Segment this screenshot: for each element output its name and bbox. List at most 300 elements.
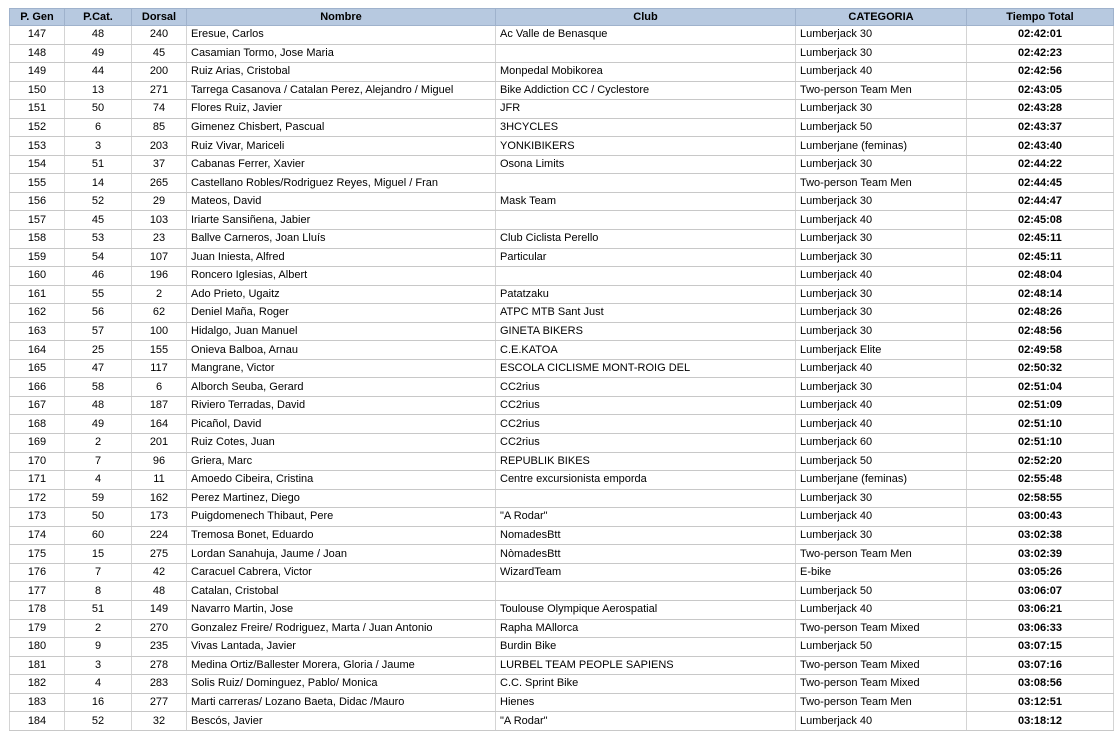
cell-categoria: Two-person Team Men	[796, 693, 967, 712]
cell-nombre: Marti carreras/ Lozano Baeta, Didac /Mauro	[187, 693, 496, 712]
results-table	[9, 8, 1114, 731]
cell-club	[496, 582, 796, 601]
header-club: Club	[496, 9, 796, 26]
cell-nombre: Navarro Martin, Jose	[187, 600, 496, 619]
cell-tiempo-total: 02:44:47	[967, 192, 1114, 211]
cell-tiempo-total: 02:48:26	[967, 304, 1114, 323]
cell-dorsal: 278	[132, 656, 187, 675]
cell-p-cat: 50	[65, 100, 132, 119]
table-row	[10, 322, 1114, 341]
table-row	[10, 526, 1114, 545]
table-row	[10, 26, 1114, 45]
cell-p-gen: 180	[10, 638, 65, 657]
cell-nombre: Ballve Carneros, Joan Lluís	[187, 230, 496, 249]
header-p-gen: P. Gen	[10, 9, 65, 26]
cell-nombre: Bescós, Javier	[187, 712, 496, 731]
cell-p-cat: 49	[65, 415, 132, 434]
cell-dorsal: 6	[132, 378, 187, 397]
cell-nombre: Tremosa Bonet, Eduardo	[187, 526, 496, 545]
cell-tiempo-total: 02:42:01	[967, 26, 1114, 45]
cell-tiempo-total: 03:12:51	[967, 693, 1114, 712]
cell-categoria: Lumberjack 30	[796, 489, 967, 508]
table-row	[10, 712, 1114, 731]
cell-p-gen: 155	[10, 174, 65, 193]
cell-dorsal: 196	[132, 267, 187, 286]
cell-p-cat: 3	[65, 656, 132, 675]
cell-p-cat: 25	[65, 341, 132, 360]
cell-categoria: Lumberjane (feminas)	[796, 471, 967, 490]
cell-nombre: Onieva Balboa, Arnau	[187, 341, 496, 360]
cell-p-gen: 157	[10, 211, 65, 230]
cell-p-gen: 184	[10, 712, 65, 731]
cell-p-gen: 148	[10, 44, 65, 63]
cell-tiempo-total: 03:00:43	[967, 508, 1114, 527]
cell-nombre: Riviero Terradas, David	[187, 396, 496, 415]
cell-dorsal: 270	[132, 619, 187, 638]
cell-club	[496, 489, 796, 508]
table-row	[10, 471, 1114, 490]
cell-p-cat: 13	[65, 81, 132, 100]
table-row	[10, 100, 1114, 119]
cell-dorsal: 45	[132, 44, 187, 63]
cell-tiempo-total: 02:58:55	[967, 489, 1114, 508]
cell-categoria: Lumberjack 30	[796, 155, 967, 174]
cell-p-gen: 154	[10, 155, 65, 174]
cell-club	[496, 211, 796, 230]
table-row	[10, 434, 1114, 453]
cell-tiempo-total: 03:07:16	[967, 656, 1114, 675]
cell-p-cat: 16	[65, 693, 132, 712]
table-row	[10, 174, 1114, 193]
cell-p-cat: 48	[65, 396, 132, 415]
cell-nombre: Perez Martinez, Diego	[187, 489, 496, 508]
cell-nombre: Cabanas Ferrer, Xavier	[187, 155, 496, 174]
cell-nombre: Iriarte Sansiñena, Jabier	[187, 211, 496, 230]
cell-p-gen: 162	[10, 304, 65, 323]
header-nombre: Nombre	[187, 9, 496, 26]
cell-p-cat: 7	[65, 452, 132, 471]
cell-tiempo-total: 03:06:21	[967, 600, 1114, 619]
table-row	[10, 675, 1114, 694]
cell-nombre: Puigdomenech Thibaut, Pere	[187, 508, 496, 527]
header-dorsal: Dorsal	[132, 9, 187, 26]
cell-club: GINETA BIKERS	[496, 322, 796, 341]
table-row	[10, 638, 1114, 657]
cell-nombre: Juan Iniesta, Alfred	[187, 248, 496, 267]
cell-categoria: Lumberjack 40	[796, 508, 967, 527]
cell-tiempo-total: 02:51:10	[967, 415, 1114, 434]
cell-p-cat: 45	[65, 211, 132, 230]
cell-tiempo-total: 02:45:11	[967, 230, 1114, 249]
cell-categoria: Lumberjack 30	[796, 304, 967, 323]
table-row	[10, 452, 1114, 471]
cell-club: Monpedal Mobikorea	[496, 63, 796, 82]
cell-club: LURBEL TEAM PEOPLE SAPIENS	[496, 656, 796, 675]
cell-p-gen: 160	[10, 267, 65, 286]
cell-categoria: Lumberjack 40	[796, 712, 967, 731]
cell-nombre: Hidalgo, Juan Manuel	[187, 322, 496, 341]
cell-dorsal: 117	[132, 359, 187, 378]
cell-categoria: Lumberjack 50	[796, 582, 967, 601]
cell-categoria: Lumberjack Elite	[796, 341, 967, 360]
cell-p-cat: 54	[65, 248, 132, 267]
cell-categoria: Lumberjack 40	[796, 359, 967, 378]
cell-club: Osona Limits	[496, 155, 796, 174]
cell-dorsal: 155	[132, 341, 187, 360]
cell-dorsal: 271	[132, 81, 187, 100]
cell-nombre: Picañol, David	[187, 415, 496, 434]
cell-club: Patatzaku	[496, 285, 796, 304]
cell-p-gen: 166	[10, 378, 65, 397]
cell-dorsal: 187	[132, 396, 187, 415]
cell-categoria: Lumberjack 30	[796, 526, 967, 545]
table-row	[10, 248, 1114, 267]
table-row	[10, 359, 1114, 378]
cell-club: NomadesBtt	[496, 526, 796, 545]
cell-p-gen: 168	[10, 415, 65, 434]
cell-dorsal: 103	[132, 211, 187, 230]
cell-p-gen: 171	[10, 471, 65, 490]
cell-nombre: Solis Ruiz/ Dominguez, Pablo/ Monica	[187, 675, 496, 694]
cell-p-gen: 158	[10, 230, 65, 249]
header-tiempo-total: Tiempo Total	[967, 9, 1114, 26]
cell-dorsal: 200	[132, 63, 187, 82]
cell-categoria: Lumberjack 40	[796, 211, 967, 230]
cell-dorsal: 107	[132, 248, 187, 267]
cell-club: Hienes	[496, 693, 796, 712]
cell-tiempo-total: 02:51:10	[967, 434, 1114, 453]
cell-club: Club Ciclista Perello	[496, 230, 796, 249]
cell-categoria: Two-person Team Mixed	[796, 619, 967, 638]
cell-tiempo-total: 02:43:40	[967, 137, 1114, 156]
cell-dorsal: 224	[132, 526, 187, 545]
cell-categoria: Lumberjack 30	[796, 248, 967, 267]
cell-categoria: Lumberjack 50	[796, 638, 967, 657]
cell-p-gen: 183	[10, 693, 65, 712]
cell-categoria: Two-person Team Men	[796, 174, 967, 193]
cell-dorsal: 85	[132, 118, 187, 137]
cell-categoria: Lumberjack 30	[796, 230, 967, 249]
cell-tiempo-total: 02:43:05	[967, 81, 1114, 100]
cell-p-cat: 47	[65, 359, 132, 378]
cell-dorsal: 283	[132, 675, 187, 694]
results-body	[10, 26, 1114, 731]
cell-p-cat: 9	[65, 638, 132, 657]
cell-dorsal: 235	[132, 638, 187, 657]
cell-dorsal: 240	[132, 26, 187, 45]
cell-p-cat: 56	[65, 304, 132, 323]
cell-p-gen: 167	[10, 396, 65, 415]
cell-categoria: Lumberjack 40	[796, 267, 967, 286]
cell-categoria: Lumberjack 30	[796, 44, 967, 63]
cell-club: 3HCYCLES	[496, 118, 796, 137]
cell-dorsal: 277	[132, 693, 187, 712]
cell-club: CC2rius	[496, 434, 796, 453]
cell-p-gen: 181	[10, 656, 65, 675]
cell-p-gen: 173	[10, 508, 65, 527]
cell-p-cat: 15	[65, 545, 132, 564]
header-p-cat: P.Cat.	[65, 9, 132, 26]
cell-p-cat: 48	[65, 26, 132, 45]
cell-tiempo-total: 03:07:15	[967, 638, 1114, 657]
cell-nombre: Eresue, Carlos	[187, 26, 496, 45]
cell-p-gen: 152	[10, 118, 65, 137]
cell-nombre: Gimenez Chisbert, Pascual	[187, 118, 496, 137]
cell-p-cat: 3	[65, 137, 132, 156]
cell-p-cat: 55	[65, 285, 132, 304]
cell-p-gen: 169	[10, 434, 65, 453]
cell-nombre: Catalan, Cristobal	[187, 582, 496, 601]
cell-dorsal: 74	[132, 100, 187, 119]
cell-club: NòmadesBtt	[496, 545, 796, 564]
cell-tiempo-total: 03:02:39	[967, 545, 1114, 564]
cell-nombre: Lordan Sanahuja, Jaume / Joan	[187, 545, 496, 564]
cell-categoria: Two-person Team Mixed	[796, 656, 967, 675]
table-row	[10, 230, 1114, 249]
cell-p-cat: 53	[65, 230, 132, 249]
cell-p-cat: 52	[65, 192, 132, 211]
cell-categoria: Two-person Team Men	[796, 81, 967, 100]
cell-p-gen: 153	[10, 137, 65, 156]
cell-categoria: Lumberjack 40	[796, 600, 967, 619]
cell-p-gen: 151	[10, 100, 65, 119]
header-row	[10, 9, 1114, 26]
table-row	[10, 508, 1114, 527]
cell-dorsal: 275	[132, 545, 187, 564]
cell-categoria: Lumberjack 30	[796, 378, 967, 397]
cell-dorsal: 203	[132, 137, 187, 156]
cell-p-cat: 8	[65, 582, 132, 601]
cell-nombre: Tarrega Casanova / Catalan Perez, Alejandro / Miguel	[187, 81, 496, 100]
cell-categoria: Lumberjack 40	[796, 415, 967, 434]
cell-dorsal: 100	[132, 322, 187, 341]
cell-p-cat: 4	[65, 675, 132, 694]
cell-p-cat: 2	[65, 619, 132, 638]
cell-p-cat: 44	[65, 63, 132, 82]
cell-dorsal: 2	[132, 285, 187, 304]
cell-p-gen: 156	[10, 192, 65, 211]
cell-p-cat: 4	[65, 471, 132, 490]
cell-nombre: Caracuel Cabrera, Victor	[187, 563, 496, 582]
cell-p-cat: 51	[65, 155, 132, 174]
cell-p-gen: 176	[10, 563, 65, 582]
cell-club: ESCOLA CICLISME MONT-ROIG DEL	[496, 359, 796, 378]
cell-dorsal: 23	[132, 230, 187, 249]
cell-p-gen: 165	[10, 359, 65, 378]
table-row	[10, 396, 1114, 415]
cell-nombre: Ruiz Vivar, Mariceli	[187, 137, 496, 156]
cell-tiempo-total: 02:51:04	[967, 378, 1114, 397]
cell-p-cat: 60	[65, 526, 132, 545]
cell-nombre: Deniel Maña, Roger	[187, 304, 496, 323]
cell-club: Ac Valle de Benasque	[496, 26, 796, 45]
cell-dorsal: 37	[132, 155, 187, 174]
cell-categoria: Lumberjack 60	[796, 434, 967, 453]
cell-tiempo-total: 02:43:28	[967, 100, 1114, 119]
cell-club: Mask Team	[496, 192, 796, 211]
cell-categoria: Lumberjack 50	[796, 452, 967, 471]
cell-nombre: Ruiz Arias, Cristobal	[187, 63, 496, 82]
cell-dorsal: 42	[132, 563, 187, 582]
table-row	[10, 155, 1114, 174]
cell-nombre: Griera, Marc	[187, 452, 496, 471]
cell-club: "A Rodar"	[496, 508, 796, 527]
cell-club: C.E.KATOA	[496, 341, 796, 360]
table-row	[10, 44, 1114, 63]
cell-nombre: Castellano Robles/Rodriguez Reyes, Miguel / Fran	[187, 174, 496, 193]
table-row	[10, 341, 1114, 360]
table-row	[10, 693, 1114, 712]
cell-dorsal: 201	[132, 434, 187, 453]
cell-nombre: Vivas Lantada, Javier	[187, 638, 496, 657]
cell-p-cat: 57	[65, 322, 132, 341]
cell-tiempo-total: 02:50:32	[967, 359, 1114, 378]
cell-p-cat: 52	[65, 712, 132, 731]
table-row	[10, 489, 1114, 508]
cell-tiempo-total: 02:45:08	[967, 211, 1114, 230]
cell-dorsal: 62	[132, 304, 187, 323]
cell-tiempo-total: 03:08:56	[967, 675, 1114, 694]
cell-dorsal: 48	[132, 582, 187, 601]
cell-nombre: Casamian Tormo, Jose Maria	[187, 44, 496, 63]
cell-club: CC2rius	[496, 415, 796, 434]
cell-categoria: Lumberjack 30	[796, 192, 967, 211]
cell-dorsal: 149	[132, 600, 187, 619]
table-row	[10, 192, 1114, 211]
table-row	[10, 415, 1114, 434]
cell-p-cat: 7	[65, 563, 132, 582]
table-row	[10, 563, 1114, 582]
cell-p-gen: 175	[10, 545, 65, 564]
cell-nombre: Alborch Seuba, Gerard	[187, 378, 496, 397]
cell-dorsal: 162	[132, 489, 187, 508]
cell-club: JFR	[496, 100, 796, 119]
cell-dorsal: 96	[132, 452, 187, 471]
cell-p-gen: 174	[10, 526, 65, 545]
cell-club: YONKIBIKERS	[496, 137, 796, 156]
header-categoria: CATEGORIA	[796, 9, 967, 26]
cell-nombre: Amoedo Cibeira, Cristina	[187, 471, 496, 490]
table-row	[10, 81, 1114, 100]
cell-tiempo-total: 02:48:56	[967, 322, 1114, 341]
cell-club: Burdin Bike	[496, 638, 796, 657]
cell-club	[496, 44, 796, 63]
cell-categoria: Lumberjane (feminas)	[796, 137, 967, 156]
cell-p-gen: 170	[10, 452, 65, 471]
results-table-container	[9, 8, 1113, 731]
cell-tiempo-total: 02:44:22	[967, 155, 1114, 174]
cell-tiempo-total: 03:06:33	[967, 619, 1114, 638]
cell-p-gen: 147	[10, 26, 65, 45]
table-row	[10, 285, 1114, 304]
cell-tiempo-total: 02:55:48	[967, 471, 1114, 490]
cell-tiempo-total: 02:42:56	[967, 63, 1114, 82]
cell-nombre: Roncero Iglesias, Albert	[187, 267, 496, 286]
table-row	[10, 304, 1114, 323]
cell-tiempo-total: 02:42:23	[967, 44, 1114, 63]
cell-tiempo-total: 03:06:07	[967, 582, 1114, 601]
cell-tiempo-total: 03:02:38	[967, 526, 1114, 545]
cell-p-gen: 172	[10, 489, 65, 508]
cell-categoria: Lumberjack 40	[796, 63, 967, 82]
cell-p-cat: 58	[65, 378, 132, 397]
cell-nombre: Ruiz Cotes, Juan	[187, 434, 496, 453]
cell-p-cat: 6	[65, 118, 132, 137]
cell-dorsal: 265	[132, 174, 187, 193]
table-row	[10, 63, 1114, 82]
cell-p-cat: 49	[65, 44, 132, 63]
cell-p-gen: 179	[10, 619, 65, 638]
cell-categoria: Lumberjack 40	[796, 396, 967, 415]
cell-p-gen: 161	[10, 285, 65, 304]
cell-p-gen: 149	[10, 63, 65, 82]
cell-p-cat: 2	[65, 434, 132, 453]
cell-nombre: Mateos, David	[187, 192, 496, 211]
table-row	[10, 378, 1114, 397]
cell-p-gen: 182	[10, 675, 65, 694]
cell-p-gen: 164	[10, 341, 65, 360]
cell-club: ATPC MTB Sant Just	[496, 304, 796, 323]
cell-dorsal: 173	[132, 508, 187, 527]
cell-club: Rapha MAllorca	[496, 619, 796, 638]
cell-p-cat: 59	[65, 489, 132, 508]
cell-categoria: Two-person Team Men	[796, 545, 967, 564]
cell-club: WizardTeam	[496, 563, 796, 582]
cell-categoria: Lumberjack 30	[796, 285, 967, 304]
table-row	[10, 267, 1114, 286]
cell-club: C.C. Sprint Bike	[496, 675, 796, 694]
cell-categoria: Two-person Team Mixed	[796, 675, 967, 694]
table-row	[10, 118, 1114, 137]
cell-categoria: Lumberjack 30	[796, 322, 967, 341]
cell-tiempo-total: 02:45:11	[967, 248, 1114, 267]
cell-p-cat: 50	[65, 508, 132, 527]
table-row	[10, 545, 1114, 564]
cell-club: "A Rodar"	[496, 712, 796, 731]
cell-club	[496, 174, 796, 193]
table-row	[10, 600, 1114, 619]
cell-dorsal: 11	[132, 471, 187, 490]
cell-tiempo-total: 02:44:45	[967, 174, 1114, 193]
cell-nombre: Flores Ruiz, Javier	[187, 100, 496, 119]
cell-nombre: Ado Prieto, Ugaitz	[187, 285, 496, 304]
cell-dorsal: 32	[132, 712, 187, 731]
cell-club: Toulouse Olympique Aerospatial	[496, 600, 796, 619]
cell-dorsal: 29	[132, 192, 187, 211]
cell-categoria: Lumberjack 50	[796, 118, 967, 137]
table-row	[10, 656, 1114, 675]
cell-tiempo-total: 03:18:12	[967, 712, 1114, 731]
cell-club: CC2rius	[496, 378, 796, 397]
cell-nombre: Mangrane, Victor	[187, 359, 496, 378]
cell-club: Bike Addiction CC / Cyclestore	[496, 81, 796, 100]
cell-p-gen: 163	[10, 322, 65, 341]
cell-p-cat: 51	[65, 600, 132, 619]
cell-tiempo-total: 02:48:14	[967, 285, 1114, 304]
cell-club: Centre excursionista emporda	[496, 471, 796, 490]
cell-p-cat: 46	[65, 267, 132, 286]
cell-tiempo-total: 02:52:20	[967, 452, 1114, 471]
cell-p-gen: 178	[10, 600, 65, 619]
cell-tiempo-total: 02:51:09	[967, 396, 1114, 415]
cell-tiempo-total: 03:05:26	[967, 563, 1114, 582]
table-row	[10, 211, 1114, 230]
cell-p-gen: 177	[10, 582, 65, 601]
cell-club	[496, 267, 796, 286]
table-row	[10, 619, 1114, 638]
cell-p-gen: 159	[10, 248, 65, 267]
cell-club: REPUBLIK BIKES	[496, 452, 796, 471]
